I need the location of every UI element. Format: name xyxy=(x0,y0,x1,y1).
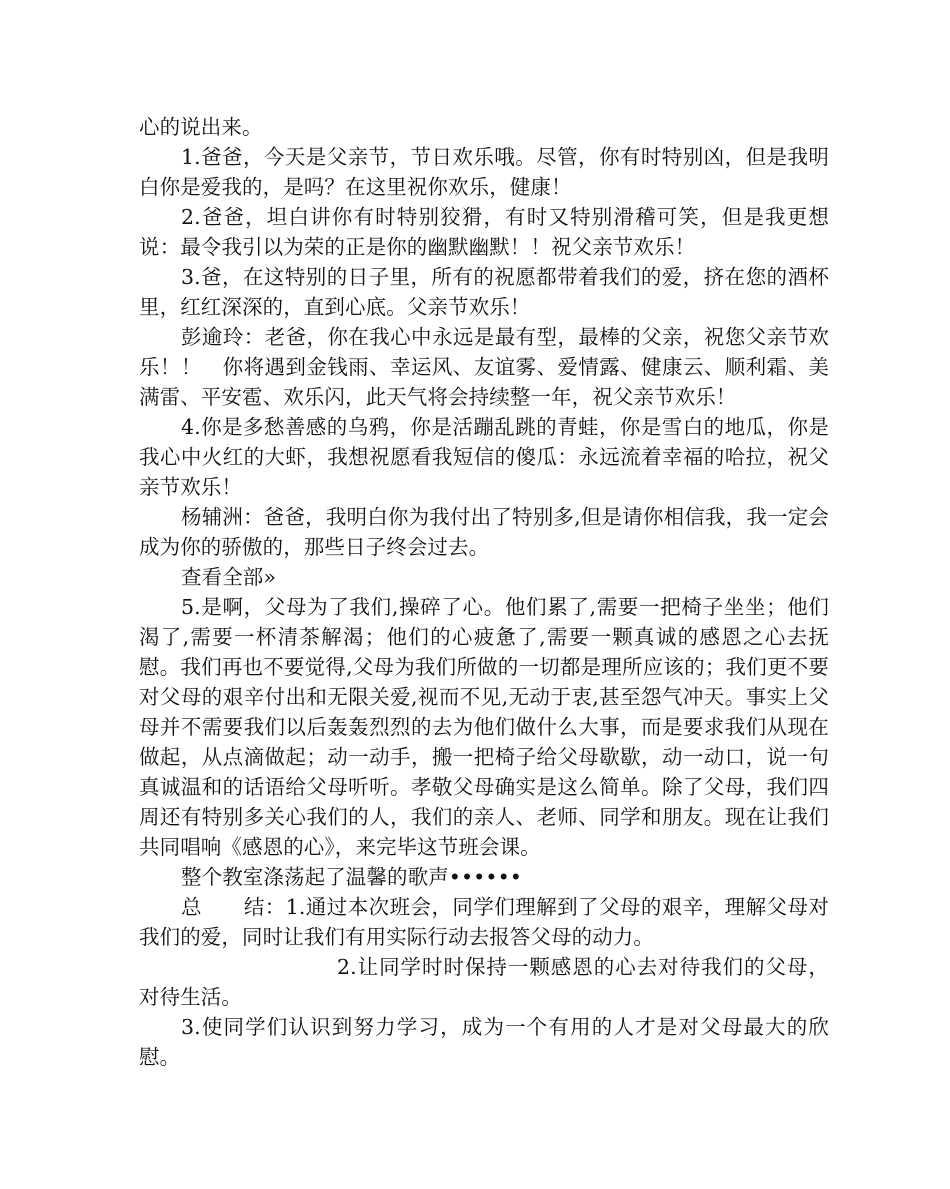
paragraph-closing-5: 5.是啊，父母为了我们,操碎了心。他们累了,需要一把椅子坐坐；他们渴了,需要一杯清茶解渴；他们的心疲惫了,需要一颗真诚的感恩之心去抚慰。我们再也不要觉得,父母为我们所做的一切都是理所应该的；我们更不要对父母的艰辛付出和无限关爱,视而不见,无动于衷,甚至怨气冲天。事实上父母并不需要我们以后轰轰烈烈的去为他们做什么大事，而是要求我们从现在做起，从点滴做起；动一动手，搬一把椅子给父母歇歇，动一动口，说一句真诚温和的话语给父母听听。孝敬父母确实是这么简单。除了父母，我们四周还有特别多关心我们的人，我们的亲人、老师、同学和朋友。现在让我们共同唱响《感恩的心》，来完毕这节班会课。 xyxy=(139,595,829,859)
paragraph-wish-4: 4.你是多愁善感的乌鸦，你是活蹦乱跳的青蛙，你是雪白的地瓜，你是我心中火红的大虾，我想祝愿看我短信的傻瓜：永远流着幸福的哈拉，祝父亲节欢乐！ xyxy=(139,415,829,499)
paragraph-intro-tail: 心的说出来。 xyxy=(139,115,263,139)
summary-point-1: 总 结：1.通过本次班会，同学们理解到了父母的艰辛，理解父母对我们的爱，同时让我们有用实际行动去报答父母的动力。 xyxy=(139,895,829,949)
document-page xyxy=(139,112,829,1072)
paragraph-song: 整个教室涤荡起了温馨的歌声•••••• xyxy=(181,865,522,889)
paragraph-peng-yuling: 彭逾玲：老爸，你在我心中永远是最有型，最棒的父亲，祝您父亲节欢乐！！ 你将遇到金钱雨、幸运风、友谊雾、爱情露、健康云、顺利霜、美满雷、平安雹、欢乐闪，此天气将会持续整一年，祝父亲节欢乐！ xyxy=(139,325,829,409)
paragraph-wish-3: 3.爸，在这特别的日子里，所有的祝愿都带着我们的爱，挤在您的酒杯里，红红深深的，直到心底。父亲节欢乐！ xyxy=(139,265,829,319)
paragraph-wish-2: 2.爸爸，坦白讲你有时特别狡猾，有时又特别滑稽可笑，但是我更想说：最令我引以为荣的正是你的幽默幽默！！祝父亲节欢乐！ xyxy=(139,205,829,259)
summary-point-2: 2.让同学时时保持一颗感恩的心去对待我们的父母，对待生活。 xyxy=(139,955,829,1009)
summary-point-3: 3.使同学们认识到努力学习，成为一个有用的人才是对父母最大的欣慰。 xyxy=(139,1015,829,1069)
paragraph-wish-1: 1.爸爸，今天是父亲节，节日欢乐哦。尽管，你有时特别凶，但是我明白你是爱我的，是吗？在这里祝你欢乐，健康！ xyxy=(139,145,829,199)
paragraph-yang-fuzhou: 杨辅洲：爸爸，我明白你为我付出了特别多,但是请你相信我，我一定会成为你的骄傲的，那些日子终会过去。 xyxy=(139,505,829,559)
view-all-link[interactable]: 查看全部» xyxy=(181,565,277,589)
view-all-paragraph xyxy=(139,562,829,592)
